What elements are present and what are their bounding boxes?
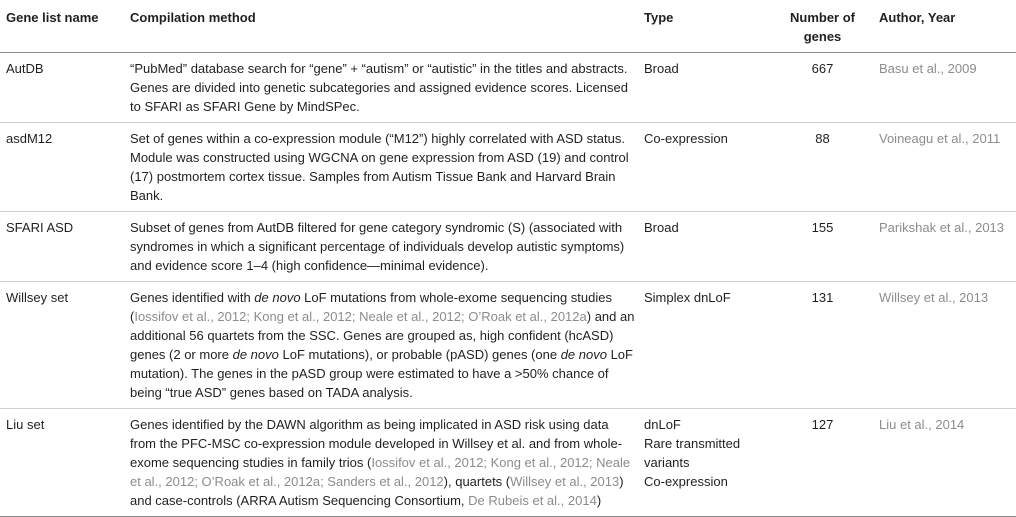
table-row (0, 282, 1016, 409)
number-of-genes: 155 (770, 212, 875, 282)
number-of-genes: 88 (770, 123, 875, 212)
gene-list-name: Liu set (0, 409, 126, 517)
table-row (0, 53, 1016, 123)
compilation-method: Set of genes within a co-expression module (“M12”) highly correlated with ASD status. Module was constructed using WGCNA on gene expression from ASD (19) and control (17) postmortem cortex tissue. Samples from Autism Tissue Bank and Harvard Brain Bank. (126, 123, 640, 212)
author-year: Liu et al., 2014 (875, 409, 1016, 517)
table-row (0, 212, 1016, 282)
gene-list-name: Willsey set (0, 282, 126, 409)
gene-list-name: asdM12 (0, 123, 126, 212)
author-year: Voineagu et al., 2011 (875, 123, 1016, 212)
compilation-method: “PubMed” database search for “gene” + “autism” or “autistic” in the titles and abstracts. Genes are divided into genetic subcategories and assigned evidence scores. Licensed to SFARI as SFARI Gene by MindSPec. (130, 61, 628, 114)
header-compilation-method: Compilation method (126, 0, 640, 53)
header-author-year: Author, Year (875, 0, 1016, 53)
type: Co-expression (640, 123, 770, 212)
number-of-genes: 667 (811, 61, 834, 76)
author-year: Willsey et al., 2013 (875, 282, 1016, 409)
header-gene-list-name: Gene list name (0, 0, 126, 53)
author-year: Parikshak et al., 2013 (875, 212, 1016, 282)
type (640, 409, 770, 517)
type-line: Rare transmitted variants (644, 436, 741, 470)
gene-list-name: SFARI ASD (0, 212, 126, 282)
header-number-of-genes: Number of genes (770, 0, 875, 53)
header-type: Type (640, 0, 770, 53)
gene-list-name: AutDB (6, 61, 44, 76)
table-row (0, 409, 1016, 517)
type: Broad (644, 61, 679, 76)
type-line: Co-expression (644, 474, 728, 489)
compilation-method: Subset of genes from AutDB filtered for gene category syndromic (S) (associated with syndromes in which a significant percentage of individuals develop autistic symptoms) and evidence score 1–4 (high confidence—minimal evidence). (126, 212, 640, 282)
citation-link[interactable]: De Rubeis et al., 2014 (468, 493, 597, 508)
citation-link[interactable]: Iossifov et al., 2012; Kong et al., 2012; Neale et al., 2012; O’Roak et al., 2012a (134, 309, 587, 324)
compilation-method: Genes identified with de novo LoF mutations from whole-exome sequencing studies (Iossifov et al., 2012; Kong et al., 2012; Neale et al., 2012; O’Roak et al., 2012a) and an additional 56 quartets from the SSC. Genes are grouped as, high confident (hcASD) genes (2 or more de novo LoF mutations), or probable (pASD) genes (one de novo LoF mutation). The genes in the pASD group were estimated to have a >50% chance of being “true ASD” genes based on TADA analysis. (126, 282, 640, 409)
citation-link[interactable]: Willsey et al., 2013 (510, 474, 620, 489)
type: Simplex dnLoF (640, 282, 770, 409)
number-of-genes: 131 (770, 282, 875, 409)
type-line: dnLoF (644, 417, 681, 432)
citation-link[interactable]: Iossifov et al., 2012; Kong et al., 2012; Neale et al., 2012; O’Roak et al., 2012a; Sanders et al., 2012 (130, 455, 631, 489)
compilation-method: Genes identified by the DAWN algorithm as being implicated in ASD risk using data from the PFC-MSC co-expression module developed in Willsey et al. and from whole-exome sequencing studies in family trios (Iossifov et al., 2012; Kong et al., 2012; Neale et al., 2012; O’Roak et al., 2012a; Sanders et al., 2012), quartets (Willsey et al., 2013) and case-controls (ARRA Autism Sequencing Consortium, De Rubeis et al., 2014) (126, 409, 640, 517)
header-row (0, 0, 1016, 53)
author-year: Basu et al., 2009 (879, 61, 977, 76)
number-of-genes: 127 (770, 409, 875, 517)
type: Broad (640, 212, 770, 282)
table-row (0, 123, 1016, 212)
